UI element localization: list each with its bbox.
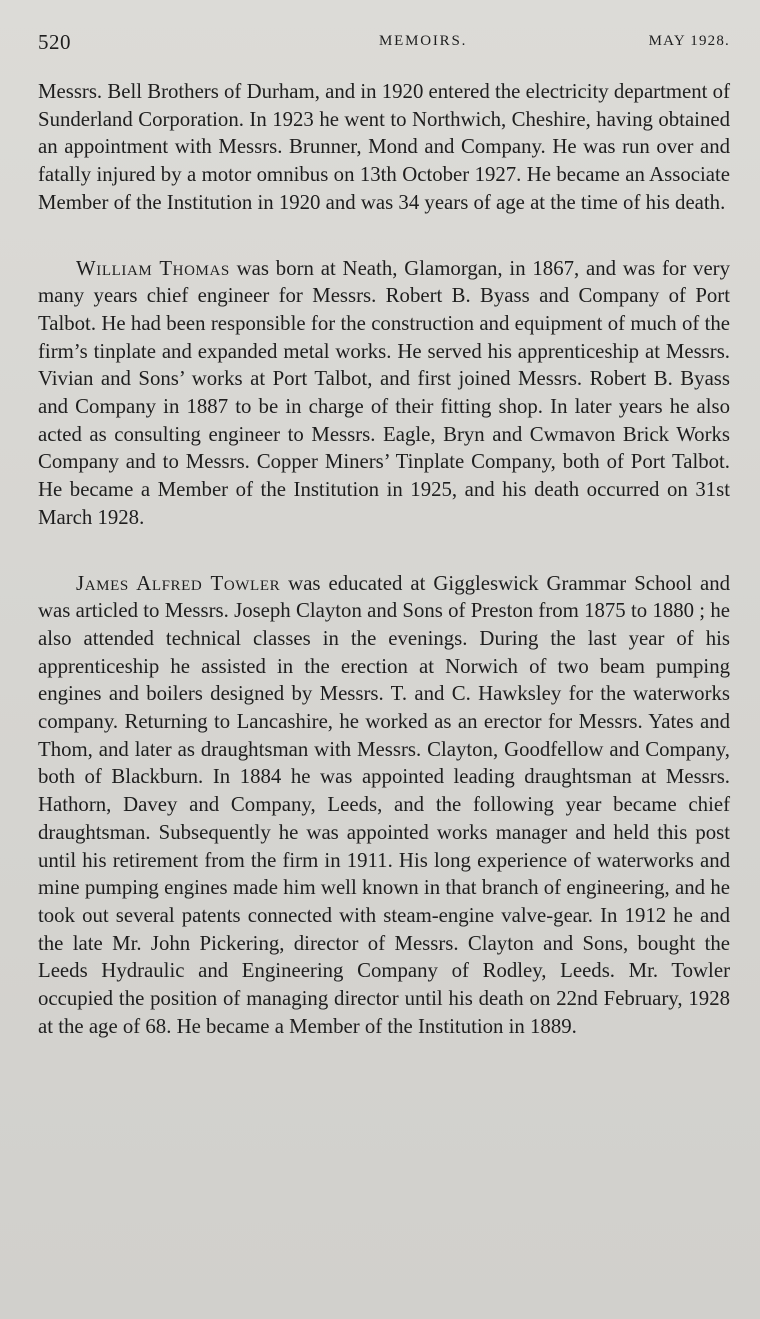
page-number: 520 [38,30,71,54]
memoir-text: was educated at Giggleswick Grammar School and was articled to Messrs. Joseph Clayton and Sons of Preston from 1875 to 1880 ; he also attended technical classes in the evenings. During the last year of his apprenticeship he assisted in the erection at Norwich of two beam pumping engines and boilers designed by Messrs. T. and C. Hawksley for the waterworks company. Returning to Lancashire, he worked as an erector for Messrs. Yates and Thom, and later as draughtsman with Messrs. Clayton, Goodfellow and Company, both of Blackburn. In 1884 he was appointed leading draughtsman at Messrs. Hathorn, Davey and Company, Leeds, and the following year became chief draughtsman. Subsequently he was appointed works manager and held this post until his retirement from the firm in 1911. His long experience of waterworks and mine pumping engines made him well known in that branch of engineering, and he took out several patents connected with steam-engine valve-gear. In 1912 he and the late Mr. John Pickering, director of Messrs. Clayton and Sons, bought the Leeds Hydraulic and Engineering Company of Rodley, Leeds. Mr. Towler occupied the position of managing director until his death on 22nd February, 1928 at the age of 68. He became a Member of the Institution in 1889. [38,571,730,1038]
memoir-name: William Thomas [76,256,230,280]
page-body [38,78,730,1041]
issue-date: MAY 1928. [648,33,730,49]
running-head: MEMOIRS. [379,33,468,49]
memoir-text: Messrs. Bell Brothers of Durham, and in 1920 entered the electricity department of Sunderland Corporation. In 1923 he went to Northwich, Cheshire, having obtained an appointment with Messrs. Brunner, Mond and Company. He was run over and fatally injured by a motor omnibus on 13th October 1927. He became an Associate Member of the Institution in 1920 and was 34 years of age at the time of his death. [38,80,730,214]
page-header [38,30,730,60]
memoir-paragraph-james-alfred-towler [38,570,730,1041]
memoir-name: James Alfred Towler [76,571,281,595]
memoir-text: was born at Neath, Glamorgan, in 1867, and was for very many years chief engineer for Messrs. Robert B. Byass and Company of Port Talbot. He had been responsible for the construction and equipment of much of the firm’s tinplate and expanded metal works. He served his apprenticeship at Messrs. Vivian and Sons’ works at Port Talbot, and first joined Messrs. Robert B. Byass and Company in 1887 to be in charge of their fitting shop. In later years he also acted as consulting engineer to Messrs. Eagle, Bryn and Cwmavon Brick Works Company and to Messrs. Copper Miners’ Tinplate Company, both of Port Talbot. He became a Member of the Institution in 1925, and his death occurred on 31st March 1928. [38,256,731,529]
memoir-paragraph-continued [38,78,730,217]
memoir-paragraph-william-thomas [38,255,730,532]
